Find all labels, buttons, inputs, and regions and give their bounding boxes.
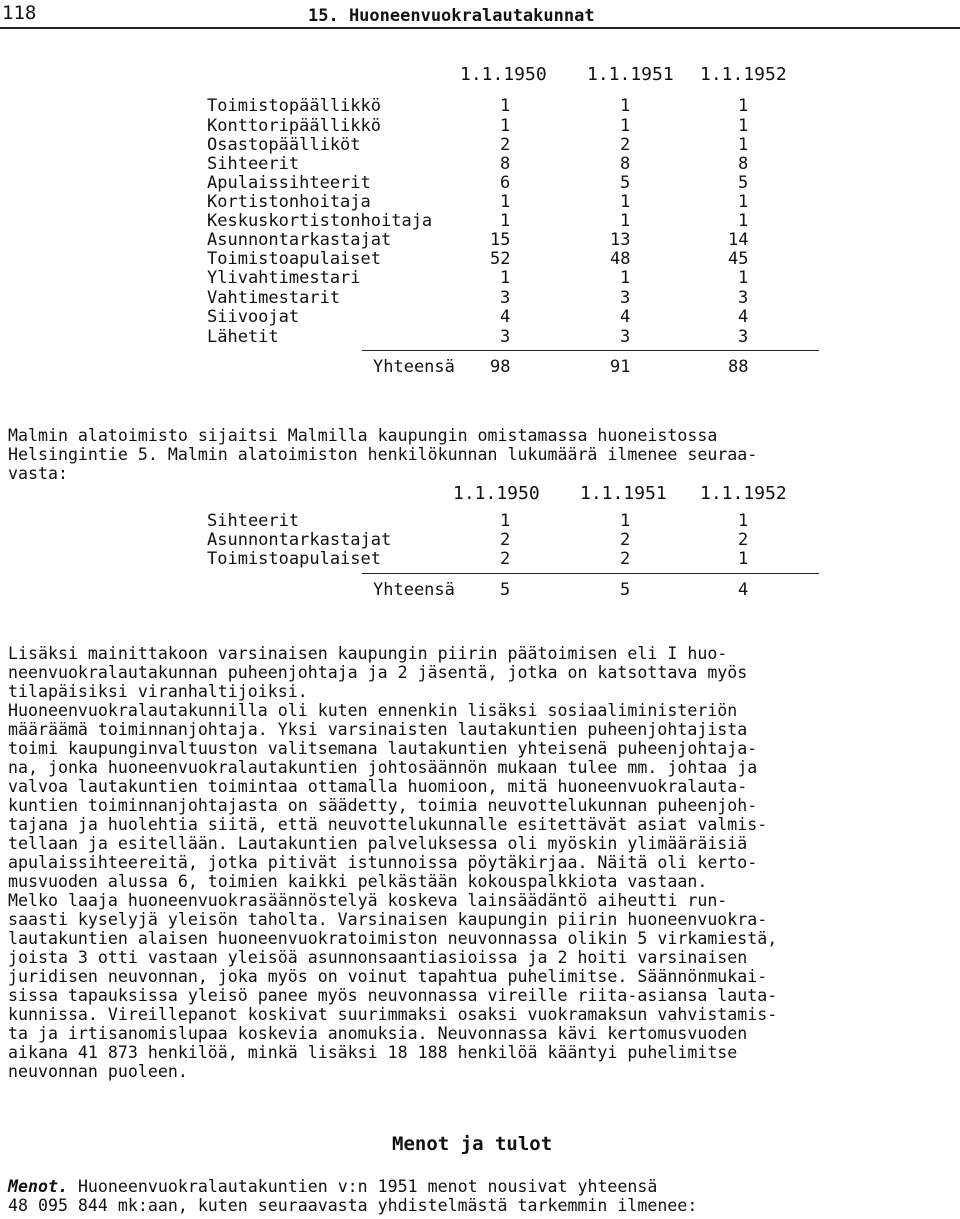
row-label: Asunnontarkastajat: [207, 230, 392, 250]
total-rule: [362, 350, 819, 351]
text-line: Helsingintie 5. Malmin alatoimiston henkilökunnan lukumäärä ilmenee seuraa-: [8, 445, 758, 464]
total-1951: 5: [620, 580, 631, 600]
row-label: Asunnontarkastajat: [207, 530, 392, 550]
text-line: tilapäisiksi viranhaltijoiksi.: [8, 682, 308, 701]
cell-1950: 6: [500, 173, 511, 193]
text-line: musvuoden alussa 6, toimien kaikki pelkästään kokouspalkkiota vastaan.: [8, 872, 708, 891]
text-line: ta ja irtisanomislupaa koskevia anomuksia. Neuvonnassa kävi kertomusvuoden: [8, 1024, 748, 1043]
total-1952: 4: [738, 580, 749, 600]
text-line: aikana 41 873 henkilöä, minkä lisäksi 18 188 henkilöä kääntyi puhelimitse: [8, 1043, 738, 1062]
column-header-1951: 1.1.1951: [587, 64, 674, 85]
row-label: Kortistonhoitaja: [207, 192, 371, 212]
cell-1951: 5: [620, 173, 631, 193]
column-header-1950: 1.1.1950: [453, 483, 540, 504]
cell-1952: 1: [738, 135, 749, 155]
cell-1951: 8: [620, 154, 631, 174]
cell-1952: 1: [738, 268, 749, 288]
text-line: neenvuokralautakunnan puheenjohtaja ja 2 jäsentä, jotka on katsottava myös: [8, 663, 748, 682]
row-label: Sihteerit: [207, 154, 300, 174]
cell-1951: 1: [620, 192, 631, 212]
text-line: kuntien toiminnanjohtajasta on säädetty, toimia neuvottelukunnan puheenjoh-: [8, 796, 758, 815]
cell-1951: 4: [620, 307, 631, 327]
cell-1951: 1: [620, 268, 631, 288]
text-line: valvoa lautakuntien toimintaa ottamalla huomioon, mitä huoneenvuokralauta-: [8, 777, 748, 796]
total-rule: [362, 573, 819, 574]
cell-1952: 3: [738, 288, 749, 308]
text-line: Melko laaja huoneenvuokrasäännöstelyä koskeva lainsäädäntö aiheutti run-: [8, 891, 728, 910]
cell-1951: 3: [620, 288, 631, 308]
text-line: tajana ja huolehtia siitä, että neuvottelukunnalle esitettävät asiat valmis-: [8, 815, 768, 834]
cell-1952: 1: [738, 96, 749, 116]
cell-1951: 48: [610, 249, 631, 269]
row-label: Toimistoapulaiset: [207, 549, 381, 569]
row-label: Apulaissihteerit: [207, 173, 371, 193]
column-header-1950: 1.1.1950: [460, 64, 547, 85]
cell-1950: 2: [500, 135, 511, 155]
text-line: juridisen neuvonnan, joka myös on voinut tapahtua puhelimitse. Säännönmukai-: [8, 967, 768, 986]
cell-1952: 4: [738, 307, 749, 327]
running-head: 15. Huoneenvuokralautakunnat: [308, 6, 595, 26]
column-header-1952: 1.1.1952: [700, 64, 787, 85]
text-line: kunnissa. Vireillepanot koskivat suurimmaksi osaksi vuokramaksun vahvistamis-: [8, 1005, 778, 1024]
cell-1952: 1: [738, 511, 749, 531]
text-line: saasti kyselyjä yleisön taholta. Varsinaisen kaupungin piirin huoneenvuokra-: [8, 910, 768, 929]
cell-1952: 1: [738, 116, 749, 136]
row-label: Ylivahtimestari: [207, 268, 361, 288]
cell-1951: 2: [620, 530, 631, 550]
text-line: tellaan ja esitellään. Lautakuntien palveluksessa oli myöskin ylimääräisiä: [8, 834, 748, 853]
text-line: Malmin alatoimisto sijaitsi Malmilla kaupungin omistamassa huoneistossa: [8, 426, 718, 445]
text-line: neuvonnan puoleen.: [8, 1062, 188, 1081]
cell-1952: 45: [728, 249, 749, 269]
cell-1950: 1: [500, 211, 511, 231]
page-number: 118: [2, 2, 37, 24]
text-line: 48 095 844 mk:aan, kuten seuraavasta yhdistelmästä tarkemmin ilmenee:: [8, 1196, 698, 1215]
cell-1952: 14: [728, 230, 749, 250]
header-rule: [0, 27, 960, 29]
text-line: na, jonka huoneenvuokralautakuntien johtosäännön mukaan tulee mm. johtaa ja: [8, 758, 758, 777]
text-line: sissa tapauksissa yleisö panee myös neuvonnassa vireille riita-asiansa lauta-: [8, 986, 778, 1005]
cell-1950: 3: [500, 327, 511, 347]
cell-1950: 52: [490, 249, 511, 269]
cell-1951: 3: [620, 327, 631, 347]
row-label: Osastopäälliköt: [207, 135, 361, 155]
text-run: Huoneenvuokralautakuntien v:n 1951 menot nousivat yhteensä: [67, 1177, 658, 1196]
cell-1950: 1: [500, 116, 511, 136]
row-label: Lähetit: [207, 327, 279, 347]
row-label: Keskuskortistonhoitaja: [207, 211, 433, 231]
cell-1952: 1: [738, 211, 749, 231]
run-in-heading: Menot.: [8, 1177, 68, 1196]
row-label: Konttoripäällikkö: [207, 116, 381, 136]
cell-1952: 1: [738, 192, 749, 212]
row-label: Vahtimestarit: [207, 288, 341, 308]
cell-1950: 3: [500, 288, 511, 308]
text-line: Lisäksi mainittakoon varsinaisen kaupungin piirin päätoimisen eli I huo-: [8, 644, 728, 663]
text-line: apulaissihteereitä, jotka pitivät istunnoissa pöytäkirjaa. Näitä oli kerto-: [8, 853, 758, 872]
total-1951: 91: [610, 357, 631, 377]
cell-1950: 15: [490, 230, 511, 250]
cell-1951: 2: [620, 549, 631, 569]
total-label: Yhteensä: [373, 580, 455, 600]
cell-1952: 8: [738, 154, 749, 174]
text-line: joista 3 otti vastaan yleisöä asunnonsaantiasioissa ja 2 hoiti varsinaisen: [8, 948, 748, 967]
cell-1952: 5: [738, 173, 749, 193]
cell-1950: 8: [500, 154, 511, 174]
cell-1950: 1: [500, 511, 511, 531]
cell-1951: 1: [620, 511, 631, 531]
cell-1950: 1: [500, 192, 511, 212]
cell-1951: 1: [620, 116, 631, 136]
text-line: Huoneenvuokralautakunnilla oli kuten ennenkin lisäksi sosiaaliministeriön: [8, 701, 738, 720]
text-line: lautakuntien alaisen huoneenvuokratoimiston neuvonnassa olikin 5 virkamiestä,: [8, 929, 778, 948]
cell-1951: 1: [620, 96, 631, 116]
row-label: Toimistopäällikkö: [207, 96, 381, 116]
section-title: Menot ja tulot: [392, 1133, 553, 1155]
row-label: Sihteerit: [207, 511, 300, 531]
total-1952: 88: [728, 357, 749, 377]
cell-1950: 1: [500, 96, 511, 116]
cell-1952: 2: [738, 530, 749, 550]
cell-1950: 2: [500, 549, 511, 569]
text-line: toimi kaupunginvaltuuston valitsemana lautakuntien yhteisenä puheenjohtaja-: [8, 739, 758, 758]
cell-1950: 2: [500, 530, 511, 550]
cell-1951: 1: [620, 211, 631, 231]
row-label: Siivoojat: [207, 307, 300, 327]
cell-1950: 4: [500, 307, 511, 327]
column-header-1952: 1.1.1952: [700, 483, 787, 504]
total-1950: 5: [500, 580, 511, 600]
cell-1952: 3: [738, 327, 749, 347]
cell-1951: 13: [610, 230, 631, 250]
text-line: [8, 1177, 948, 1196]
text-line: määräämä toiminnanjohtaja. Yksi varsinaisten lautakuntien puheenjohtajista: [8, 720, 748, 739]
text-line: vasta:: [8, 464, 68, 483]
column-header-1951: 1.1.1951: [580, 483, 667, 504]
row-label: Toimistoapulaiset: [207, 249, 381, 269]
cell-1952: 1: [738, 549, 749, 569]
cell-1950: 1: [500, 268, 511, 288]
cell-1951: 2: [620, 135, 631, 155]
total-label: Yhteensä: [373, 357, 455, 377]
total-1950: 98: [490, 357, 511, 377]
